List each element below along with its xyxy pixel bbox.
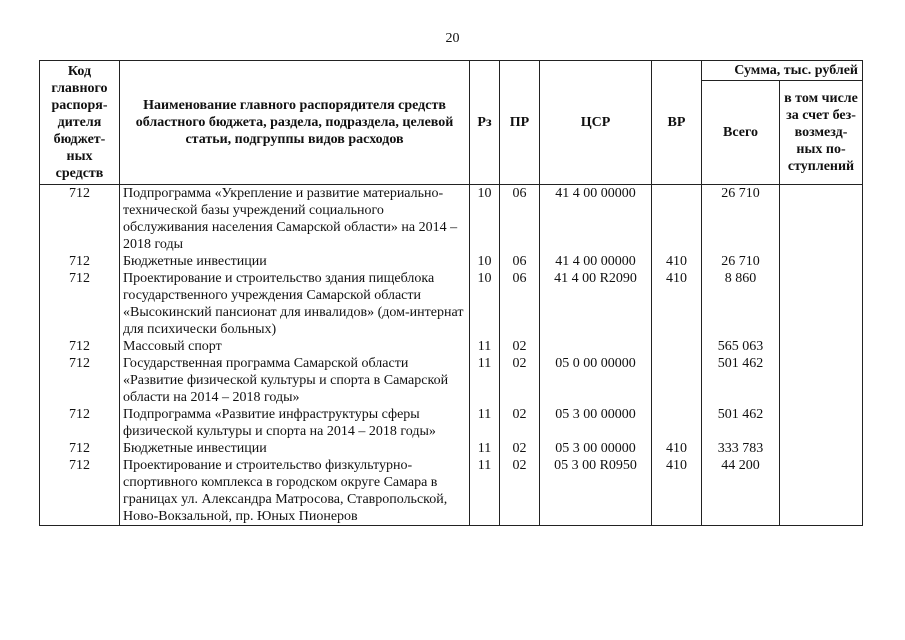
cell-pr: 02 bbox=[500, 406, 540, 440]
cell-name: Подпрограмма «Развитие инфраструктуры сферы физической культуры и спорта на 2014 – 2018 годы» bbox=[120, 406, 470, 440]
cell-code: 712 bbox=[40, 355, 120, 406]
budget-table bbox=[39, 60, 863, 526]
cell-pr: 02 bbox=[500, 457, 540, 526]
cell-rz: 11 bbox=[470, 355, 500, 406]
cell-vr bbox=[652, 338, 702, 355]
table-row bbox=[40, 253, 863, 270]
cell-grants bbox=[780, 338, 863, 355]
cell-csr: 05 3 00 00000 bbox=[540, 406, 652, 440]
header-pr: ПР bbox=[500, 61, 540, 185]
cell-csr: 05 0 00 00000 bbox=[540, 355, 652, 406]
header-name: Наименование главного распорядителя средств областного бюджета, раздела, подраздела, целевой статьи, подгруппы видов расходов bbox=[120, 61, 470, 185]
table-row bbox=[40, 355, 863, 406]
header-csr: ЦСР bbox=[540, 61, 652, 185]
cell-grants bbox=[780, 185, 863, 254]
cell-total: 333 783 bbox=[702, 440, 780, 457]
cell-total: 44 200 bbox=[702, 457, 780, 526]
cell-grants bbox=[780, 406, 863, 440]
header-rz: Рз bbox=[470, 61, 500, 185]
cell-name: Проектирование и строительство физкультурно-спортивного комплекса в городском округе Самара в границах ул. Александра Матросова, Ставропольской, Ново-Вокзальной, пр. Юных Пионеров bbox=[120, 457, 470, 526]
table-row bbox=[40, 406, 863, 440]
table-body bbox=[40, 185, 863, 526]
cell-code: 712 bbox=[40, 270, 120, 338]
header-vr: ВР bbox=[652, 61, 702, 185]
header-row bbox=[40, 61, 863, 81]
cell-csr: 05 3 00 R0950 bbox=[540, 457, 652, 526]
cell-vr: 410 bbox=[652, 253, 702, 270]
cell-csr: 41 4 00 00000 bbox=[540, 253, 652, 270]
cell-rz: 11 bbox=[470, 457, 500, 526]
cell-rz: 11 bbox=[470, 338, 500, 355]
cell-pr: 02 bbox=[500, 355, 540, 406]
cell-rz: 10 bbox=[470, 253, 500, 270]
cell-grants bbox=[780, 253, 863, 270]
page-number: 20 bbox=[445, 31, 460, 46]
cell-rz: 11 bbox=[470, 440, 500, 457]
cell-vr bbox=[652, 185, 702, 254]
cell-csr: 41 4 00 R2090 bbox=[540, 270, 652, 338]
cell-total: 565 063 bbox=[702, 338, 780, 355]
table-row bbox=[40, 270, 863, 338]
cell-grants bbox=[780, 440, 863, 457]
cell-code: 712 bbox=[40, 406, 120, 440]
cell-code: 712 bbox=[40, 457, 120, 526]
table-row bbox=[40, 185, 863, 254]
cell-pr: 06 bbox=[500, 185, 540, 254]
cell-total: 8 860 bbox=[702, 270, 780, 338]
cell-grants bbox=[780, 355, 863, 406]
cell-vr bbox=[652, 406, 702, 440]
cell-rz: 11 bbox=[470, 406, 500, 440]
cell-csr: 05 3 00 00000 bbox=[540, 440, 652, 457]
cell-total: 26 710 bbox=[702, 185, 780, 254]
cell-name: Подпрограмма «Укрепление и развитие материально-технической базы учреждений социального обслуживания населения Самарской области» на 2014 – 2018 годы bbox=[120, 185, 470, 254]
cell-vr: 410 bbox=[652, 440, 702, 457]
cell-code: 712 bbox=[40, 253, 120, 270]
header-code: Код главного распоря-дителя бюджет-ных средств bbox=[40, 61, 120, 185]
table-row bbox=[40, 457, 863, 526]
cell-pr: 02 bbox=[500, 338, 540, 355]
cell-name: Бюджетные инвестиции bbox=[120, 253, 470, 270]
cell-rz: 10 bbox=[470, 270, 500, 338]
header-total: Всего bbox=[702, 81, 780, 185]
cell-csr: 41 4 00 00000 bbox=[540, 185, 652, 254]
cell-vr bbox=[652, 355, 702, 406]
cell-grants bbox=[780, 270, 863, 338]
table-row bbox=[40, 440, 863, 457]
cell-pr: 06 bbox=[500, 253, 540, 270]
cell-code: 712 bbox=[40, 185, 120, 254]
cell-total: 501 462 bbox=[702, 355, 780, 406]
cell-code: 712 bbox=[40, 440, 120, 457]
cell-vr: 410 bbox=[652, 457, 702, 526]
cell-code: 712 bbox=[40, 338, 120, 355]
cell-name: Бюджетные инвестиции bbox=[120, 440, 470, 457]
cell-total: 501 462 bbox=[702, 406, 780, 440]
cell-vr: 410 bbox=[652, 270, 702, 338]
cell-csr bbox=[540, 338, 652, 355]
cell-name: Проектирование и строительство здания пищеблока государственного учреждения Самарской области «Высокинский пансионат для инвалидов» (дом-интернат для психически больных) bbox=[120, 270, 470, 338]
header-sum: Сумма, тыс. рублей bbox=[702, 61, 863, 81]
table-row bbox=[40, 338, 863, 355]
cell-name: Государственная программа Самарской области «Развитие физической культуры и спорта в Самарской области на 2014 – 2018 годы» bbox=[120, 355, 470, 406]
cell-name: Массовый спорт bbox=[120, 338, 470, 355]
cell-total: 26 710 bbox=[702, 253, 780, 270]
cell-pr: 02 bbox=[500, 440, 540, 457]
cell-pr: 06 bbox=[500, 270, 540, 338]
header-grants: в том числе за счет без-возмезд-ных по-ступлений bbox=[780, 81, 863, 185]
cell-grants bbox=[780, 457, 863, 526]
cell-rz: 10 bbox=[470, 185, 500, 254]
